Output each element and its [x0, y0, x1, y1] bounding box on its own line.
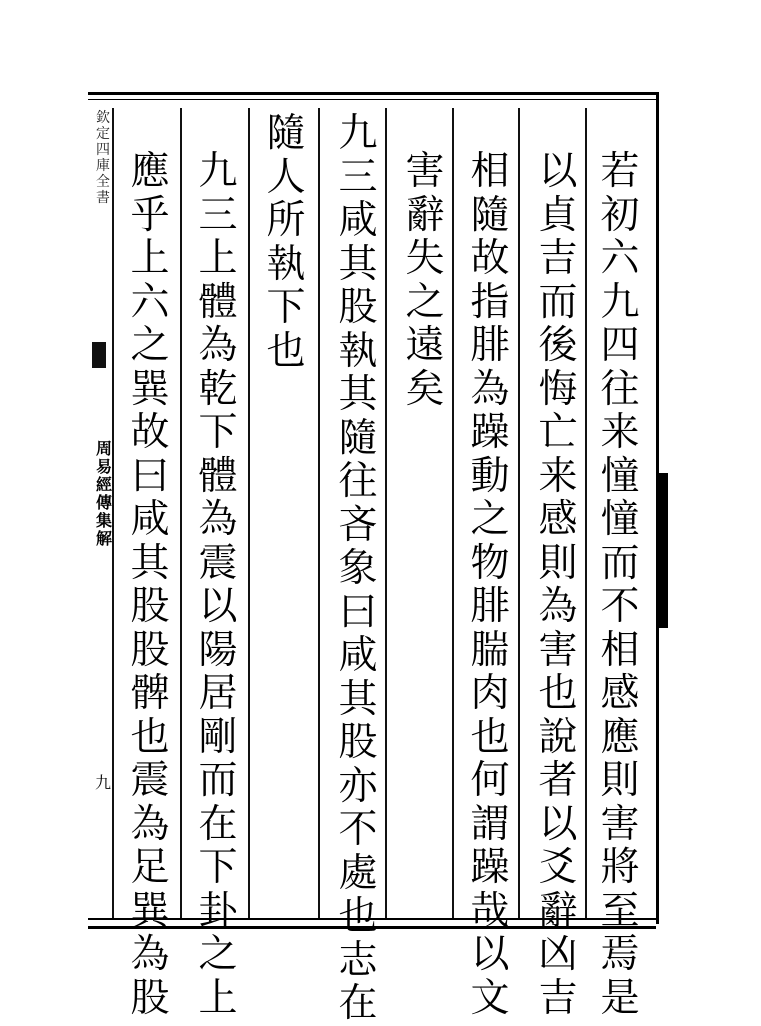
column-rule	[180, 108, 182, 918]
text-column: 若 初 六 九 四 往 来 憧 憧 而 不 相 感 應 則 害 將 至 焉 是	[600, 149, 640, 1021]
text-column: 九 三 咸 其 股 執 其 隨 往 吝 象 曰 咸 其 股 亦 不 處 也 志 在	[338, 111, 378, 1026]
column-rule	[112, 108, 114, 918]
column-rule	[248, 108, 250, 918]
margin-column-title: 欽 定 四 庫 全 書	[96, 110, 110, 206]
text-column: 隨 人 所 執 下 也	[266, 111, 306, 374]
column-rule	[318, 108, 320, 918]
text-column: 應 乎 上 六 之 巽 故 曰 咸 其 股 股 髀 也 震 為 足 巽 為 股	[130, 149, 170, 1021]
margin-black-block	[92, 342, 106, 368]
text-column: 害 辭 失 之 遠 矣	[405, 149, 445, 412]
text-column: 相 隨 故 指 腓 為 躁 動 之 物 腓 腨 肉 也 何 謂 躁 哉 以 文	[470, 149, 510, 1021]
margin-page-number: 九	[94, 773, 111, 792]
text-column: 九 三 上 體 為 乾 下 體 為 震 以 陽 居 剛 而 在 下 卦 之 上	[198, 149, 238, 1021]
margin-book-title: 周 易 經 傳 集 解	[96, 439, 113, 548]
frame-top	[88, 92, 656, 100]
binding-mark	[658, 473, 668, 628]
text-column: 以 貞 吉 而 後 悔 亡 来 感 則 為 害 也 說 者 以 爻 辭 凶 吉	[538, 149, 578, 1021]
column-rule	[518, 108, 520, 918]
